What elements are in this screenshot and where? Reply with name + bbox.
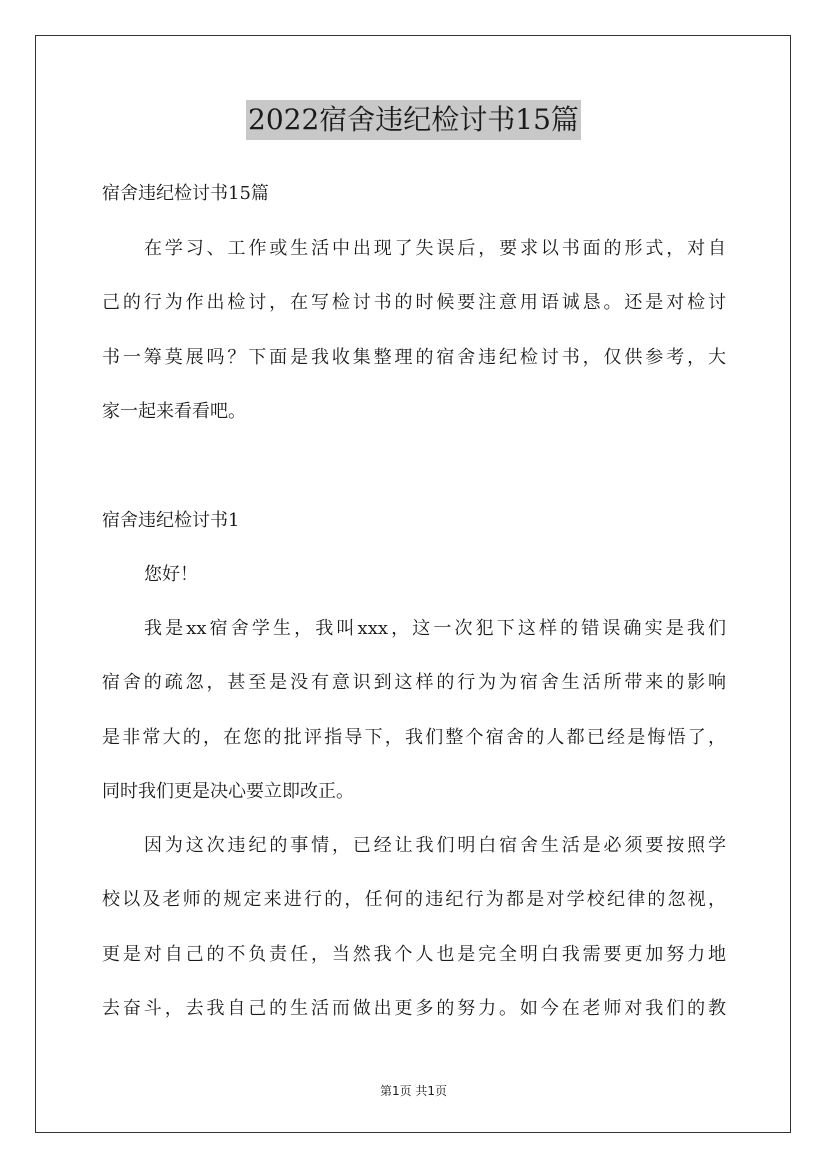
greeting: 您好！ [144, 564, 198, 585]
paragraph2-line-2: 校以及老师的规定来进行的，任何的违纪行为都是对学校纪律的忽视， [102, 889, 726, 910]
title-container [0, 100, 827, 140]
intro-line-3: 书一筹莫展吗？下面是我收集整理的宿舍违纪检讨书，仅供参考，大 [102, 347, 726, 368]
paragraph2-line-4: 去奋斗，去我自己的生活而做出更多的努力。如今在老师对我们的教 [102, 998, 726, 1019]
paragraph2-line-3: 更是对自己的不负责任，当然我个人也是完全明白我需要更加努力地 [102, 944, 726, 965]
page-footer: 第1页 共1页 [379, 1084, 448, 1098]
paragraph1-line-2: 宿舍的疏忽，甚至是没有意识到这样的行为为宿舍生活所带来的影响 [102, 672, 726, 693]
intro-line-2: 己的行为作出检讨，在写检讨书的时候要注意用语诚恳。还是对检讨 [102, 292, 726, 313]
paragraph1-line-4: 同时我们更是决心要立即改正。 [102, 781, 354, 802]
paragraph1-line-1: 我是xx宿舍学生，我叫xxx，这一次犯下这样的错误确实是我们 [144, 618, 726, 639]
subtitle: 宿舍违纪检讨书15篇 [102, 183, 269, 204]
document-title: 2022宿舍违纪检讨书15篇 [246, 100, 581, 140]
paragraph2-line-1: 因为这次违纪的事情，已经让我们明白宿舍生活是必须要按照学 [144, 835, 726, 856]
paragraph1-line-3: 是非常大的，在您的批评指导下，我们整个宿舍的人都已经是悔悟了， [102, 727, 726, 748]
intro-line-1: 在学习、工作或生活中出现了失误后，要求以书面的形式，对自 [144, 238, 726, 259]
section-heading: 宿舍违纪检讨书1 [102, 510, 240, 531]
intro-line-4: 家一起来看看吧。 [102, 401, 246, 422]
